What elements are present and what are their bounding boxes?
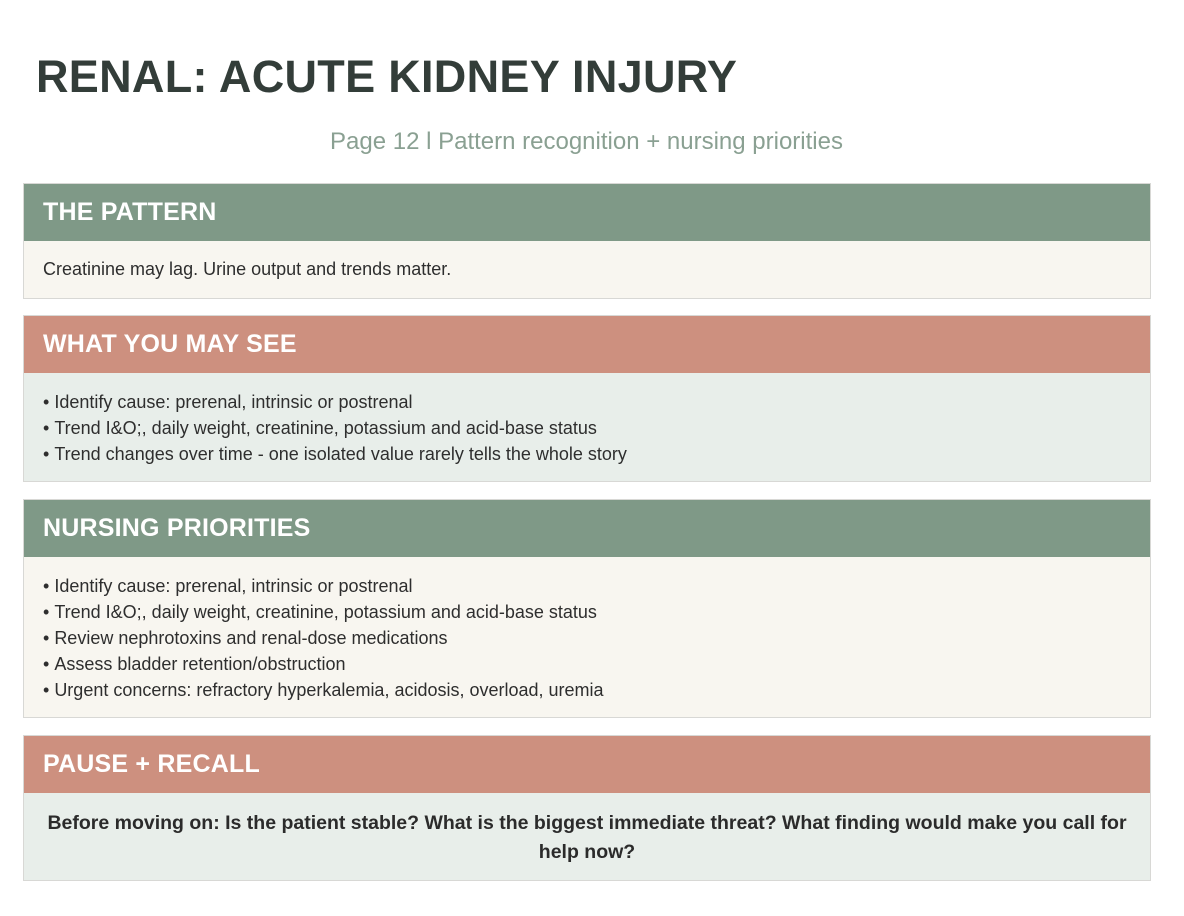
list-item: • Review nephrotoxins and renal-dose medications (43, 625, 1150, 651)
nursing-priorities-heading: NURSING PRIORITIES (43, 514, 311, 542)
pattern-section-header (24, 184, 1150, 241)
what-you-may-see-body (24, 373, 1150, 481)
page-title: RENAL: ACUTE KIDNEY INJURY (36, 51, 738, 102)
what-you-may-see-list (43, 389, 1150, 467)
nursing-priorities-header (24, 500, 1150, 557)
pause-recall-body (24, 793, 1150, 880)
what-you-may-see-header (24, 316, 1150, 373)
what-you-may-see-section (23, 315, 1151, 482)
list-item: • Trend I&O;, daily weight, creatinine, potassium and acid-base status (43, 599, 1150, 625)
list-item: • Trend I&O;, daily weight, creatinine, potassium and acid-base status (43, 415, 1150, 441)
pause-recall-header (24, 736, 1150, 793)
nursing-priorities-body (24, 557, 1150, 717)
pattern-section (23, 183, 1151, 299)
page-subtitle: Page 12 l Pattern recognition + nursing priorities (330, 128, 843, 155)
what-you-may-see-heading: WHAT YOU MAY SEE (43, 330, 297, 358)
pattern-text: Creatinine may lag. Urine output and trends matter. (43, 259, 452, 279)
nursing-priorities-section (23, 499, 1151, 718)
pause-recall-section (23, 735, 1151, 881)
list-item: • Assess bladder retention/obstruction (43, 651, 1150, 677)
pause-recall-heading: PAUSE + RECALL (43, 750, 260, 778)
list-item: • Identify cause: prerenal, intrinsic or postrenal (43, 573, 1150, 599)
pattern-section-heading: THE PATTERN (43, 198, 217, 226)
list-item: • Trend changes over time - one isolated value rarely tells the whole story (43, 441, 1150, 467)
pause-recall-text: Before moving on: Is the patient stable? What is the biggest immediate threat? What finding would make you call for help now? (47, 812, 1127, 863)
pattern-section-body (24, 241, 1150, 298)
nursing-priorities-list (43, 573, 1150, 703)
list-item: • Identify cause: prerenal, intrinsic or postrenal (43, 389, 1150, 415)
list-item: • Urgent concerns: refractory hyperkalemia, acidosis, overload, uremia (43, 677, 1150, 703)
